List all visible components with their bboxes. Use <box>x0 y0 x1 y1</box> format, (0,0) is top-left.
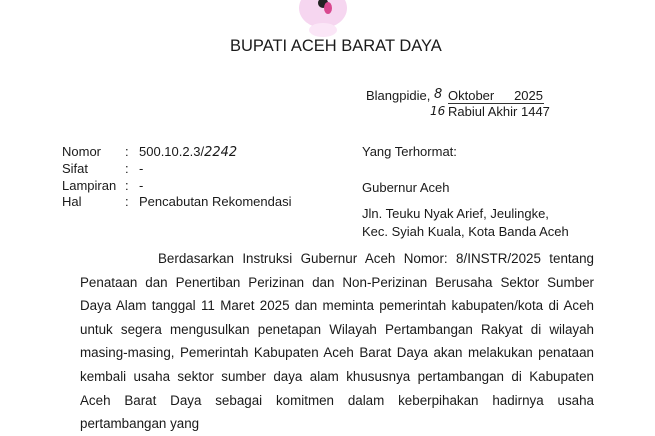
garuda-emblem-logo <box>292 0 354 40</box>
date-day: 8 <box>434 87 443 102</box>
document-title: BUPATI ACEH BARAT DAYA <box>230 37 442 55</box>
hijri-date: Rabiul Akhir 1447 <box>448 104 550 119</box>
meta-colon: : <box>125 144 129 159</box>
meta-value: - <box>139 178 144 193</box>
body-paragraph: Berdasarkan Instruksi Gubernur Aceh Nomor: 8/INSTR/2025 tentang Penataan dan Penertiban Perizinan dan Non-Perizinan Berusaha Sektor Sumber Daya Alam tanggal 11 Maret 2025 dan meminta pemerintah kabupaten/kota di Aceh untuk segera mengusulkan penetapan Wilayah Pertambangan Rakyat di wilayah masing-masing, Pemerintah Kabupaten Aceh Barat Daya akan melakukan penataan kembali usaha sektor sumber daya alam khususnya pertambangan di Kabupaten Aceh Barat Daya sebagai komitmen dalam keberpihakan hadirnya usaha pertambangan yang <box>80 251 594 432</box>
recipient-address-line1: Jln. Teuku Nyak Arief, Jeulingke, <box>362 206 549 221</box>
meta-colon: : <box>125 161 129 176</box>
meta-colon: : <box>125 178 129 193</box>
meta-value: Pencabutan Rekomendasi <box>139 194 292 209</box>
meta-label: Hal <box>62 194 82 209</box>
date-month: Oktober <box>448 88 495 103</box>
date-place: Blangpidie, <box>366 88 431 103</box>
date-year: 2025 <box>514 88 543 103</box>
greeting: Yang Terhormat: <box>362 144 457 159</box>
meta-label: Lampiran <box>62 178 117 193</box>
hijri-day: 16 <box>430 104 446 118</box>
recipient-name: Gubernur Aceh <box>362 180 450 195</box>
date-month-year <box>448 88 544 104</box>
letter-body <box>80 247 594 436</box>
meta-colon: : <box>125 194 129 209</box>
number-handwritten: 2242 <box>204 145 238 160</box>
meta-label: Nomor <box>62 144 102 159</box>
number-prefix: 500.10.2.3/ <box>139 144 205 159</box>
meta-value: - <box>139 161 144 176</box>
meta-label: Sifat <box>62 161 89 176</box>
recipient-address-line2: Kec. Syiah Kuala, Kota Banda Aceh <box>362 224 569 239</box>
meta-value <box>139 144 237 160</box>
